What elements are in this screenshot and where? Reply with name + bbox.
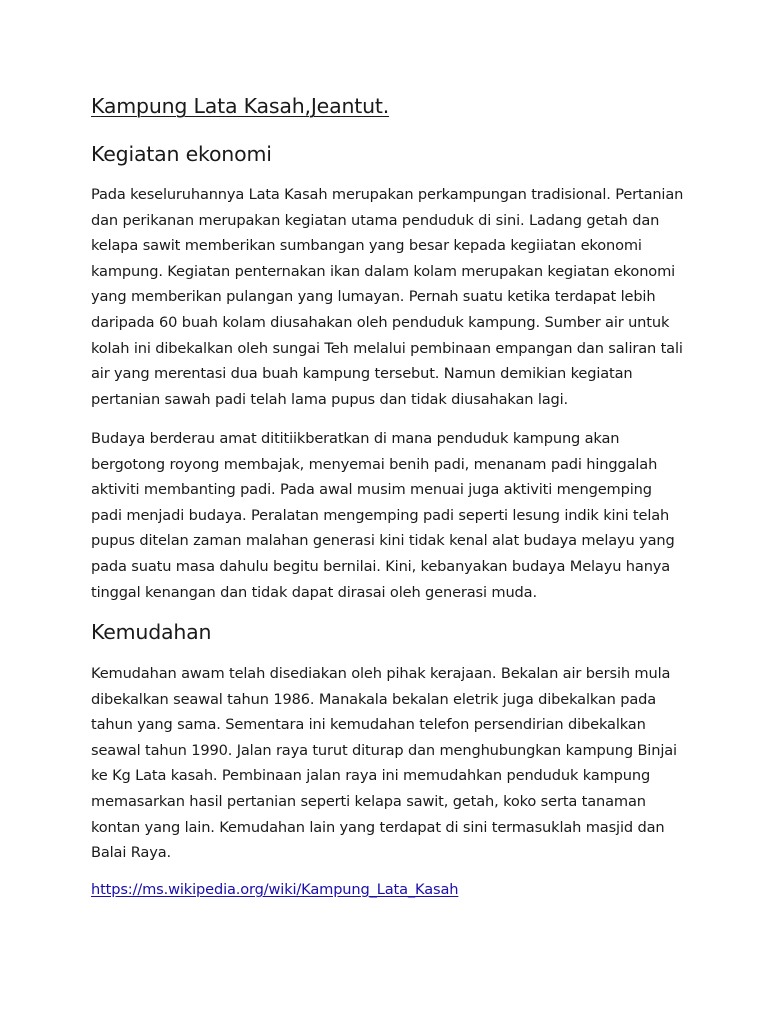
wikipedia-source-link[interactable]: https://ms.wikipedia.org/wiki/Kampung_Lata_Kasah xyxy=(91,881,459,898)
text-line: aktiviti membanting padi. Pada awal musim menuai juga aktiviti mengemping xyxy=(91,481,652,499)
text-line: air yang merentasi dua buah kampung tersebut. Namun demikian kegiatan xyxy=(91,365,633,383)
text-line: kolah ini dibekalkan oleh sungai Teh melalui pembinaan empangan dan saliran tali xyxy=(91,339,683,357)
text-line: ke Kg Lata kasah. Pembinaan jalan raya ini memudahkan penduduk kampung xyxy=(91,767,651,785)
text-line: memasarkan hasil pertanian seperti kelapa sawit, getah, koko serta tanaman xyxy=(91,792,646,810)
text-line: Kemudahan awam telah disediakan oleh pihak kerajaan. Bekalan air bersih mula xyxy=(91,665,671,682)
text-line: bergotong royong membajak, menyemai benih padi, menanam padi hinggalah xyxy=(91,455,658,473)
text-line: pertanian sawah padi telah lama pupus dan tidak diusahakan lagi. xyxy=(91,390,569,408)
text-line: tahun yang sama. Sementara ini kemudahan telefon persendirian dibekalkan xyxy=(91,716,646,734)
text-line: seawal tahun 1990. Jalan raya turut diturap dan menghubungkan kampung Binjai xyxy=(91,741,677,759)
text-line: Pada keseluruhannya Lata Kasah merupakan perkampungan tradisional. Pertanian xyxy=(91,186,684,203)
text-line: Budaya berderau amat dititiikberatkan di mana penduduk kampung akan xyxy=(91,430,620,447)
text-line: yang memberikan pulangan yang lumayan. Pernah suatu ketika terdapat lebih xyxy=(91,288,656,306)
text-line: pupus ditelan zaman malahan generasi kini tidak kenal alat budaya melayu yang xyxy=(91,532,675,550)
text-line: daripada 60 buah kolam diusahakan oleh penduduk kampung. Sumber air untuk xyxy=(91,313,670,331)
text-line: kampung. Kegiatan penternakan ikan dalam kolam merupakan kegiatan ekonomi xyxy=(91,262,676,280)
text-line: Balai Raya. xyxy=(91,844,171,862)
document-title: Kampung Lata Kasah,Jeantut. xyxy=(91,94,390,118)
paragraph-ekonomi-1 xyxy=(91,182,683,412)
text-line: pada suatu masa dahulu begitu bernilai. Kini, kebanyakan budaya Melayu hanya xyxy=(91,557,671,575)
text-line: kontan yang lain. Kemudahan lain yang terdapat di sini termasuklah masjid dan xyxy=(91,818,665,836)
text-line: tinggal kenangan dan tidak dapat dirasai oleh generasi muda. xyxy=(91,583,537,601)
text-line: dan perikanan merupakan kegiatan utama penduduk di sini. Ladang getah dan xyxy=(91,211,660,229)
heading-kemudahan: Kemudahan xyxy=(91,620,212,644)
heading-kegiatan-ekonomi: Kegiatan ekonomi xyxy=(91,142,272,166)
paragraph-ekonomi-2 xyxy=(91,426,683,605)
text-line: dibekalkan seawal tahun 1986. Manakala bekalan eletrik juga dibekalkan pada xyxy=(91,690,657,708)
paragraph-kemudahan xyxy=(91,661,683,866)
text-line: kelapa sawit memberikan sumbangan yang besar kepada kegiiatan ekonomi xyxy=(91,237,642,255)
text-line: padi menjadi budaya. Peralatan mengemping padi seperti lesung indik kini telah xyxy=(91,506,670,524)
